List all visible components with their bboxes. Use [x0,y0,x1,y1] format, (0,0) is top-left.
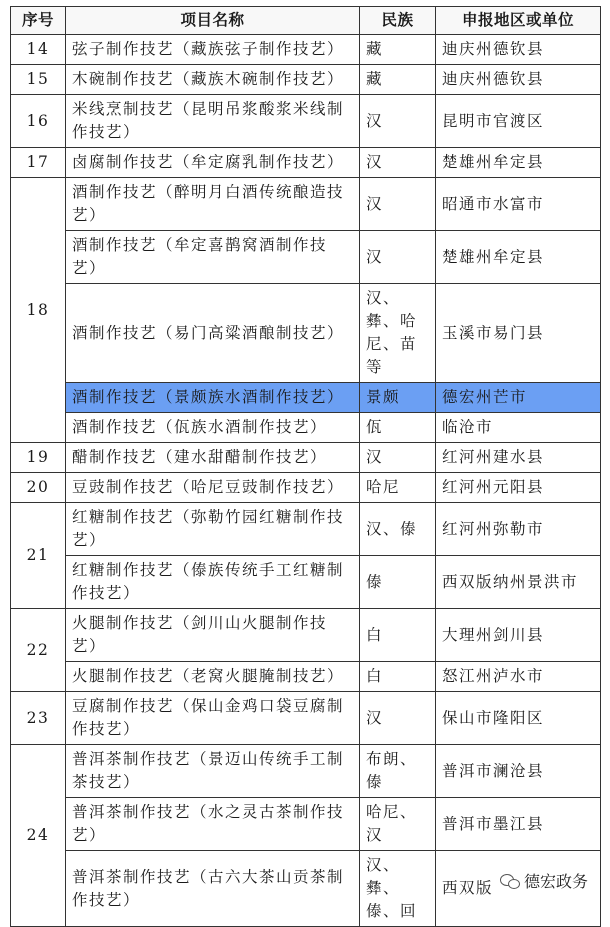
cell-ethnic: 白 [360,609,436,662]
table-row [11,609,601,662]
cell-no: 16 [11,95,66,148]
cell-name: 普洱茶制作技艺（景迈山传统手工制茶技艺） [66,745,360,798]
table-row [11,473,601,503]
table-row [11,443,601,473]
cell-region: 楚雄州牟定县 [436,231,601,284]
cell-region: 昭通市水富市 [436,178,601,231]
cell-no: 19 [11,443,66,473]
table-row [11,148,601,178]
table-row [11,284,601,383]
cell-ethnic: 汉 [360,178,436,231]
cell-ethnic: 汉 [360,443,436,473]
cell-no: 22 [11,609,66,692]
cell-name: 木碗制作技艺（藏族木碗制作技艺） [66,65,360,95]
table-header-row [11,7,601,35]
table-row [11,745,601,798]
table-row [11,556,601,609]
cell-ethnic: 汉 [360,148,436,178]
cell-no: 24 [11,745,66,927]
cell-region: 西双版 [436,851,601,927]
cell-region: 普洱市墨江县 [436,798,601,851]
cell-no: 18 [11,178,66,443]
table-row [11,692,601,745]
cell-name: 酒制作技艺（佤族水酒制作技艺） [66,413,360,443]
table-row [11,95,601,148]
cell-name: 弦子制作技艺（藏族弦子制作技艺） [66,35,360,65]
watermark-text: 德宏政务 [523,872,588,891]
cell-name: 酒制作技艺（景颇族水酒制作技艺） [66,383,360,413]
cell-ethnic: 傣 [360,556,436,609]
cell-ethnic: 汉 [360,231,436,284]
table-body [11,35,601,927]
cell-region: 红河州弥勒市 [436,503,601,556]
cell-ethnic: 藏 [360,65,436,95]
cell-name: 火腿制作技艺（老窝火腿腌制技艺） [66,662,360,692]
cell-name: 普洱茶制作技艺（水之灵古茶制作技艺） [66,798,360,851]
cell-no: 15 [11,65,66,95]
cell-no: 23 [11,692,66,745]
cell-region: 红河州建水县 [436,443,601,473]
cell-ethnic: 白 [360,662,436,692]
table-row [11,178,601,231]
cell-no: 14 [11,35,66,65]
cell-name: 卤腐制作技艺（牟定腐乳制作技艺） [66,148,360,178]
table-row [11,35,601,65]
cell-region: 德宏州芒市 [436,383,601,413]
cell-no: 20 [11,473,66,503]
table-row [11,413,601,443]
cell-name: 米线烹制技艺（昆明吊浆酸浆米线制作技艺） [66,95,360,148]
cell-region: 迪庆州德钦县 [436,35,601,65]
cell-ethnic: 汉、彝、傣、回 [360,851,436,927]
cell-region: 昆明市官渡区 [436,95,601,148]
cell-name: 豆豉制作技艺（哈尼豆豉制作技艺） [66,473,360,503]
cell-name: 酒制作技艺（醉明月白酒传统酿造技艺） [66,178,360,231]
cell-ethnic: 汉 [360,692,436,745]
cell-no: 17 [11,148,66,178]
cell-ethnic: 景颇 [360,383,436,413]
cell-name: 火腿制作技艺（剑川山火腿制作技艺） [66,609,360,662]
cell-region: 迪庆州德钦县 [436,65,601,95]
table-row [11,383,601,413]
cell-region: 保山市隆阳区 [436,692,601,745]
cell-region: 西双版纳州景洪市 [436,556,601,609]
cell-region: 临沧市 [436,413,601,443]
table-row [11,662,601,692]
cell-ethnic: 哈尼 [360,473,436,503]
cell-name: 豆腐制作技艺（保山金鸡口袋豆腐制作技艺） [66,692,360,745]
cell-name: 醋制作技艺（建水甜醋制作技艺） [66,443,360,473]
cell-ethnic: 哈尼、汉 [360,798,436,851]
watermark [496,867,592,894]
cell-name: 酒制作技艺（牟定喜鹊窝酒制作技艺） [66,231,360,284]
cell-ethnic: 佤 [360,413,436,443]
header-region: 申报地区或单位 [436,7,601,35]
cell-region: 红河州元阳县 [436,473,601,503]
header-no: 序号 [11,7,66,35]
cell-region: 怒江州泸水市 [436,662,601,692]
cell-ethnic: 汉、傣 [360,503,436,556]
cell-name: 红糖制作技艺（弥勒竹园红糖制作技艺） [66,503,360,556]
header-name: 项目名称 [66,7,360,35]
table-row [11,231,601,284]
table-row [11,798,601,851]
cell-name: 红糖制作技艺（傣族传统手工红糖制作技艺） [66,556,360,609]
cell-ethnic: 汉、彝、哈尼、苗等 [360,284,436,383]
cell-name: 普洱茶制作技艺（古六大茶山贡茶制作技艺） [66,851,360,927]
cell-ethnic: 藏 [360,35,436,65]
heritage-table [10,6,601,927]
cell-region: 普洱市澜沧县 [436,745,601,798]
cell-region: 玉溪市易门县 [436,284,601,383]
table-row [11,503,601,556]
cell-ethnic: 汉 [360,95,436,148]
table-row [11,65,601,95]
wechat-icon [500,873,520,889]
header-ethnic: 民族 [360,7,436,35]
cell-name: 酒制作技艺（易门高粱酒酿制技艺） [66,284,360,383]
cell-no: 21 [11,503,66,609]
cell-region: 大理州剑川县 [436,609,601,662]
cell-ethnic: 布朗、傣 [360,745,436,798]
cell-region: 楚雄州牟定县 [436,148,601,178]
